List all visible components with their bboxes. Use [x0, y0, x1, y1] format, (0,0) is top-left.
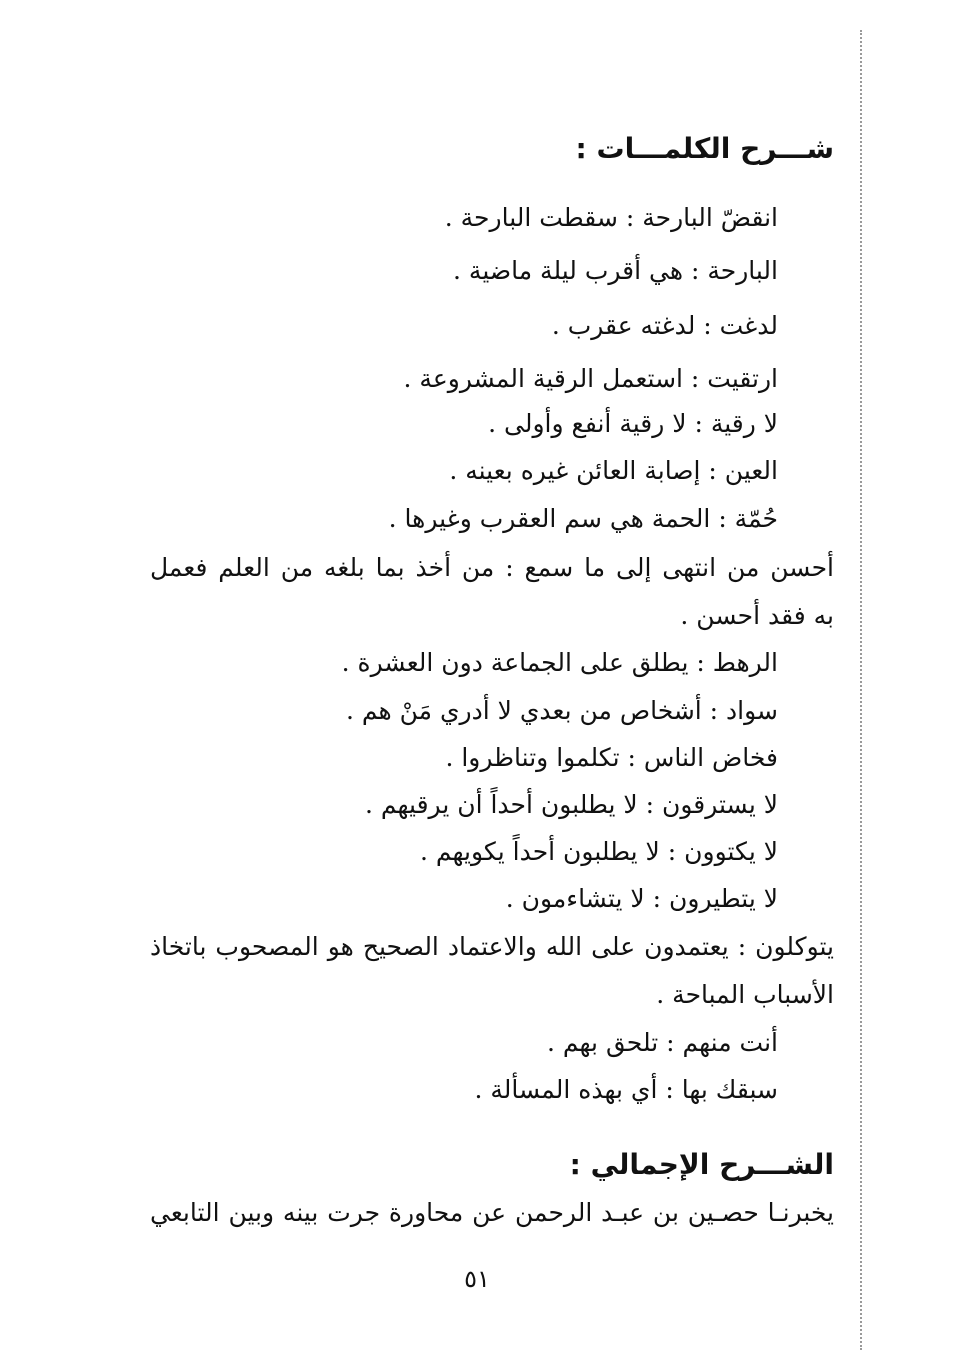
entry-line: الرهط : يطلق على الجماعة دون العشرة .: [341, 648, 778, 677]
heading-word-explanations: شـــرح الكلمـــات :: [575, 132, 834, 165]
entry-line: العين : إصابة العائن غيره بعينه .: [449, 456, 778, 485]
page-number: ٥١: [464, 1265, 490, 1293]
entry-line: فخاض الناس : تكلموا وتناظروا .: [445, 743, 778, 772]
summary-line: يخبرنـا حصـين بن عبـد الرحمن عن محاورة جرت بينه وبين التابعي: [150, 1198, 834, 1227]
entry-line: ارتقيت : استعمل الرقية المشروعة .: [403, 364, 778, 393]
entry-line: أنت منهم : تلحق بهم .: [547, 1028, 778, 1057]
entry-line: انقضّ البارحة : سقطت البارحة .: [444, 203, 778, 232]
entry-line: سواد : أشخاص من بعدي لا أدري مَنْ هم .: [345, 696, 778, 725]
scan-edge-dots: [860, 30, 862, 1350]
entry-line-continuation: به فقد أحسن .: [680, 601, 834, 630]
entry-line: لا يكتوون : لا يطلبون أحداً يكويهم .: [420, 837, 778, 866]
heading-general-explanation: الشـــرح الإجمالي :: [569, 1148, 834, 1181]
entry-line: لا رقية : لا رقية أنفع وأولى .: [488, 409, 778, 438]
entry-line: لا يسترقون : لا يطلبون أحداً أن يرقيهم .: [364, 790, 778, 819]
entry-line: سبقك بها : أي بهذه المسألة .: [474, 1075, 778, 1104]
entry-line: حُمّة : الحمة هي سم العقرب وغيرها .: [388, 504, 778, 533]
entry-line-wrapped: يتوكلون : يعتمدون على الله والاعتماد الصحيح هو المصحوب باتخاذ: [150, 932, 834, 961]
entry-line-continuation: الأسباب المباحة .: [656, 980, 834, 1009]
entry-line: لدغت : لدغته عقرب .: [551, 311, 778, 340]
entry-line: لا يتطيرون : لا يتشاءمون .: [505, 884, 778, 913]
entry-line: البارحة : هي أقرب ليلة ماضية .: [453, 256, 778, 285]
entry-line-wrapped: أحسن من انتهى إلى ما سمع : من أخذ بما بلغه من العلم فعمل: [150, 553, 834, 582]
